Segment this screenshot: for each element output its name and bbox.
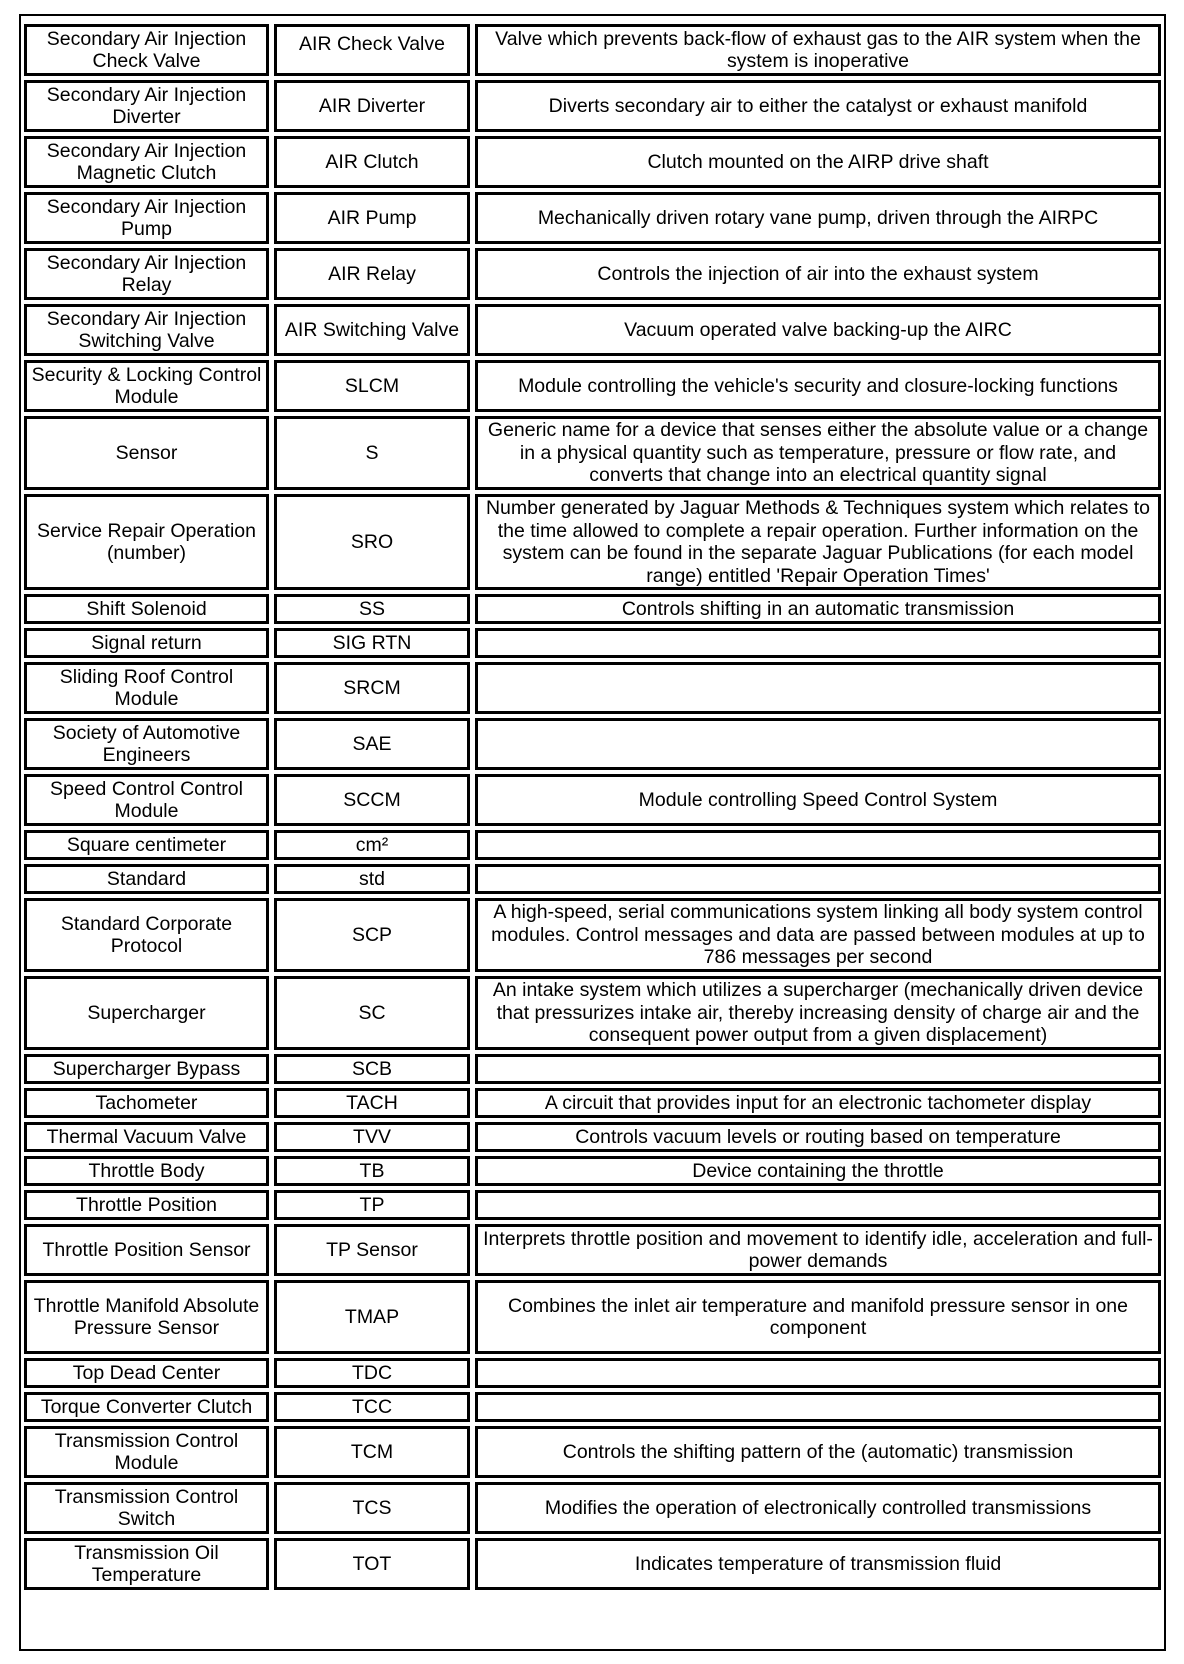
table-row	[24, 976, 1161, 1050]
table-row	[24, 136, 1161, 188]
description-cell	[475, 1190, 1161, 1220]
abbreviation-cell: cm²	[274, 830, 470, 860]
term-cell: Transmission Oil Temperature	[24, 1538, 269, 1590]
term-cell: Standard Corporate Protocol	[24, 898, 269, 972]
table-row	[24, 494, 1161, 590]
table-row	[24, 662, 1161, 714]
abbreviation-cell: SC	[274, 976, 470, 1050]
term-cell: Throttle Body	[24, 1156, 269, 1186]
term-cell: Top Dead Center	[24, 1358, 269, 1388]
description-cell: Combines the inlet air temperature and manifold pressure sensor in one component	[475, 1280, 1161, 1354]
table-row	[24, 1392, 1161, 1422]
term-cell: Speed Control Control Module	[24, 774, 269, 826]
table-row	[24, 1482, 1161, 1534]
description-cell	[475, 1054, 1161, 1084]
table-row	[24, 718, 1161, 770]
abbreviation-cell: TVV	[274, 1122, 470, 1152]
description-cell: Diverts secondary air to either the catalyst or exhaust manifold	[475, 80, 1161, 132]
description-cell	[475, 628, 1161, 658]
term-cell: Transmission Control Module	[24, 1426, 269, 1478]
description-cell	[475, 830, 1161, 860]
term-cell: Secondary Air Injection Relay	[24, 248, 269, 300]
table-row	[24, 1054, 1161, 1084]
table-row	[24, 1538, 1161, 1590]
term-cell: Sliding Roof Control Module	[24, 662, 269, 714]
table-row	[24, 774, 1161, 826]
abbreviation-cell: AIR Check Valve	[274, 24, 470, 76]
term-cell: Tachometer	[24, 1088, 269, 1118]
table-row	[24, 24, 1161, 76]
table-row	[24, 1358, 1161, 1388]
table-row	[24, 1088, 1161, 1118]
abbreviation-cell: TB	[274, 1156, 470, 1186]
table-row	[24, 1224, 1161, 1276]
abbreviation-cell: AIR Pump	[274, 192, 470, 244]
abbreviation-cell: TDC	[274, 1358, 470, 1388]
abbreviation-cell: SAE	[274, 718, 470, 770]
description-cell: Device containing the throttle	[475, 1156, 1161, 1186]
term-cell: Service Repair Operation (number)	[24, 494, 269, 590]
table-row	[24, 1122, 1161, 1152]
abbreviation-cell: AIR Clutch	[274, 136, 470, 188]
term-cell: Throttle Manifold Absolute Pressure Sensor	[24, 1280, 269, 1354]
abbreviation-cell: SCB	[274, 1054, 470, 1084]
description-cell	[475, 1392, 1161, 1422]
term-cell: Square centimeter	[24, 830, 269, 860]
description-cell: Interprets throttle position and movement to identify idle, acceleration and full-power demands	[475, 1224, 1161, 1276]
description-cell: Controls the shifting pattern of the (automatic) transmission	[475, 1426, 1161, 1478]
term-cell: Torque Converter Clutch	[24, 1392, 269, 1422]
abbreviation-cell: TCC	[274, 1392, 470, 1422]
description-cell: A high-speed, serial communications system linking all body system control modules. Control messages and data are passed between modules at up to 786 messages per second	[475, 898, 1161, 972]
table-row	[24, 830, 1161, 860]
abbreviation-cell: std	[274, 864, 470, 894]
abbreviation-cell: TCS	[274, 1482, 470, 1534]
description-cell: Valve which prevents back-flow of exhaust gas to the AIR system when the system is inoperative	[475, 24, 1161, 76]
abbreviation-cell: TMAP	[274, 1280, 470, 1354]
table-row	[24, 248, 1161, 300]
term-cell: Supercharger	[24, 976, 269, 1050]
term-cell: Secondary Air Injection Switching Valve	[24, 304, 269, 356]
description-cell	[475, 1358, 1161, 1388]
abbreviation-cell: S	[274, 416, 470, 490]
description-cell: A circuit that provides input for an electronic tachometer display	[475, 1088, 1161, 1118]
term-cell: Sensor	[24, 416, 269, 490]
abbreviation-cell: TOT	[274, 1538, 470, 1590]
description-cell	[475, 662, 1161, 714]
abbreviation-cell: SRCM	[274, 662, 470, 714]
description-cell: An intake system which utilizes a supercharger (mechanically driven device that pressurizes intake air, thereby increasing density of charge air and the consequent power output from a given displacement)	[475, 976, 1161, 1050]
abbreviation-cell: SS	[274, 594, 470, 624]
term-cell: Society of Automotive Engineers	[24, 718, 269, 770]
description-cell: Number generated by Jaguar Methods & Techniques system which relates to the time allowed to complete a repair operation. Further information on the system can be found in the separate Jaguar Publications (for each model range) entitled 'Repair Operation Times'	[475, 494, 1161, 590]
description-cell: Controls vacuum levels or routing based on temperature	[475, 1122, 1161, 1152]
glossary-page	[19, 14, 1166, 1651]
description-cell: Module controlling the vehicle's security and closure-locking functions	[475, 360, 1161, 412]
table-row	[24, 594, 1161, 624]
term-cell: Secondary Air Injection Pump	[24, 192, 269, 244]
abbreviation-cell: SRO	[274, 494, 470, 590]
term-cell: Thermal Vacuum Valve	[24, 1122, 269, 1152]
table-row	[24, 1190, 1161, 1220]
table-row	[24, 1426, 1161, 1478]
description-cell: Controls the injection of air into the exhaust system	[475, 248, 1161, 300]
table-row	[24, 416, 1161, 490]
term-cell: Signal return	[24, 628, 269, 658]
table-row	[24, 192, 1161, 244]
term-cell: Security & Locking Control Module	[24, 360, 269, 412]
term-cell: Secondary Air Injection Magnetic Clutch	[24, 136, 269, 188]
term-cell: Secondary Air Injection Check Valve	[24, 24, 269, 76]
abbreviation-cell: TP	[274, 1190, 470, 1220]
abbreviation-cell: TACH	[274, 1088, 470, 1118]
description-cell: Module controlling Speed Control System	[475, 774, 1161, 826]
table-row	[24, 360, 1161, 412]
term-cell: Standard	[24, 864, 269, 894]
table-row	[24, 80, 1161, 132]
abbreviation-cell: SCP	[274, 898, 470, 972]
term-cell: Shift Solenoid	[24, 594, 269, 624]
abbreviations-table	[24, 20, 1161, 1594]
abbreviation-cell: AIR Relay	[274, 248, 470, 300]
description-cell	[475, 864, 1161, 894]
abbreviation-cell: AIR Diverter	[274, 80, 470, 132]
abbreviation-cell: AIR Switching Valve	[274, 304, 470, 356]
description-cell: Indicates temperature of transmission fluid	[475, 1538, 1161, 1590]
table-row	[24, 628, 1161, 658]
abbreviation-cell: TP Sensor	[274, 1224, 470, 1276]
table-row	[24, 898, 1161, 972]
abbreviation-cell: TCM	[274, 1426, 470, 1478]
term-cell: Throttle Position Sensor	[24, 1224, 269, 1276]
description-cell: Generic name for a device that senses either the absolute value or a change in a physical quantity such as temperature, pressure or flow rate, and converts that change into an electrical quantity signal	[475, 416, 1161, 490]
description-cell	[475, 718, 1161, 770]
abbreviation-cell: SIG RTN	[274, 628, 470, 658]
description-cell: Controls shifting in an automatic transmission	[475, 594, 1161, 624]
table-row	[24, 864, 1161, 894]
term-cell: Throttle Position	[24, 1190, 269, 1220]
term-cell: Transmission Control Switch	[24, 1482, 269, 1534]
description-cell: Clutch mounted on the AIRP drive shaft	[475, 136, 1161, 188]
term-cell: Secondary Air Injection Diverter	[24, 80, 269, 132]
abbreviation-cell: SLCM	[274, 360, 470, 412]
abbreviation-cell: SCCM	[274, 774, 470, 826]
table-row	[24, 304, 1161, 356]
term-cell: Supercharger Bypass	[24, 1054, 269, 1084]
description-cell: Vacuum operated valve backing-up the AIRC	[475, 304, 1161, 356]
description-cell: Mechanically driven rotary vane pump, driven through the AIRPC	[475, 192, 1161, 244]
description-cell: Modifies the operation of electronically controlled transmissions	[475, 1482, 1161, 1534]
table-row	[24, 1156, 1161, 1186]
table-row	[24, 1280, 1161, 1354]
